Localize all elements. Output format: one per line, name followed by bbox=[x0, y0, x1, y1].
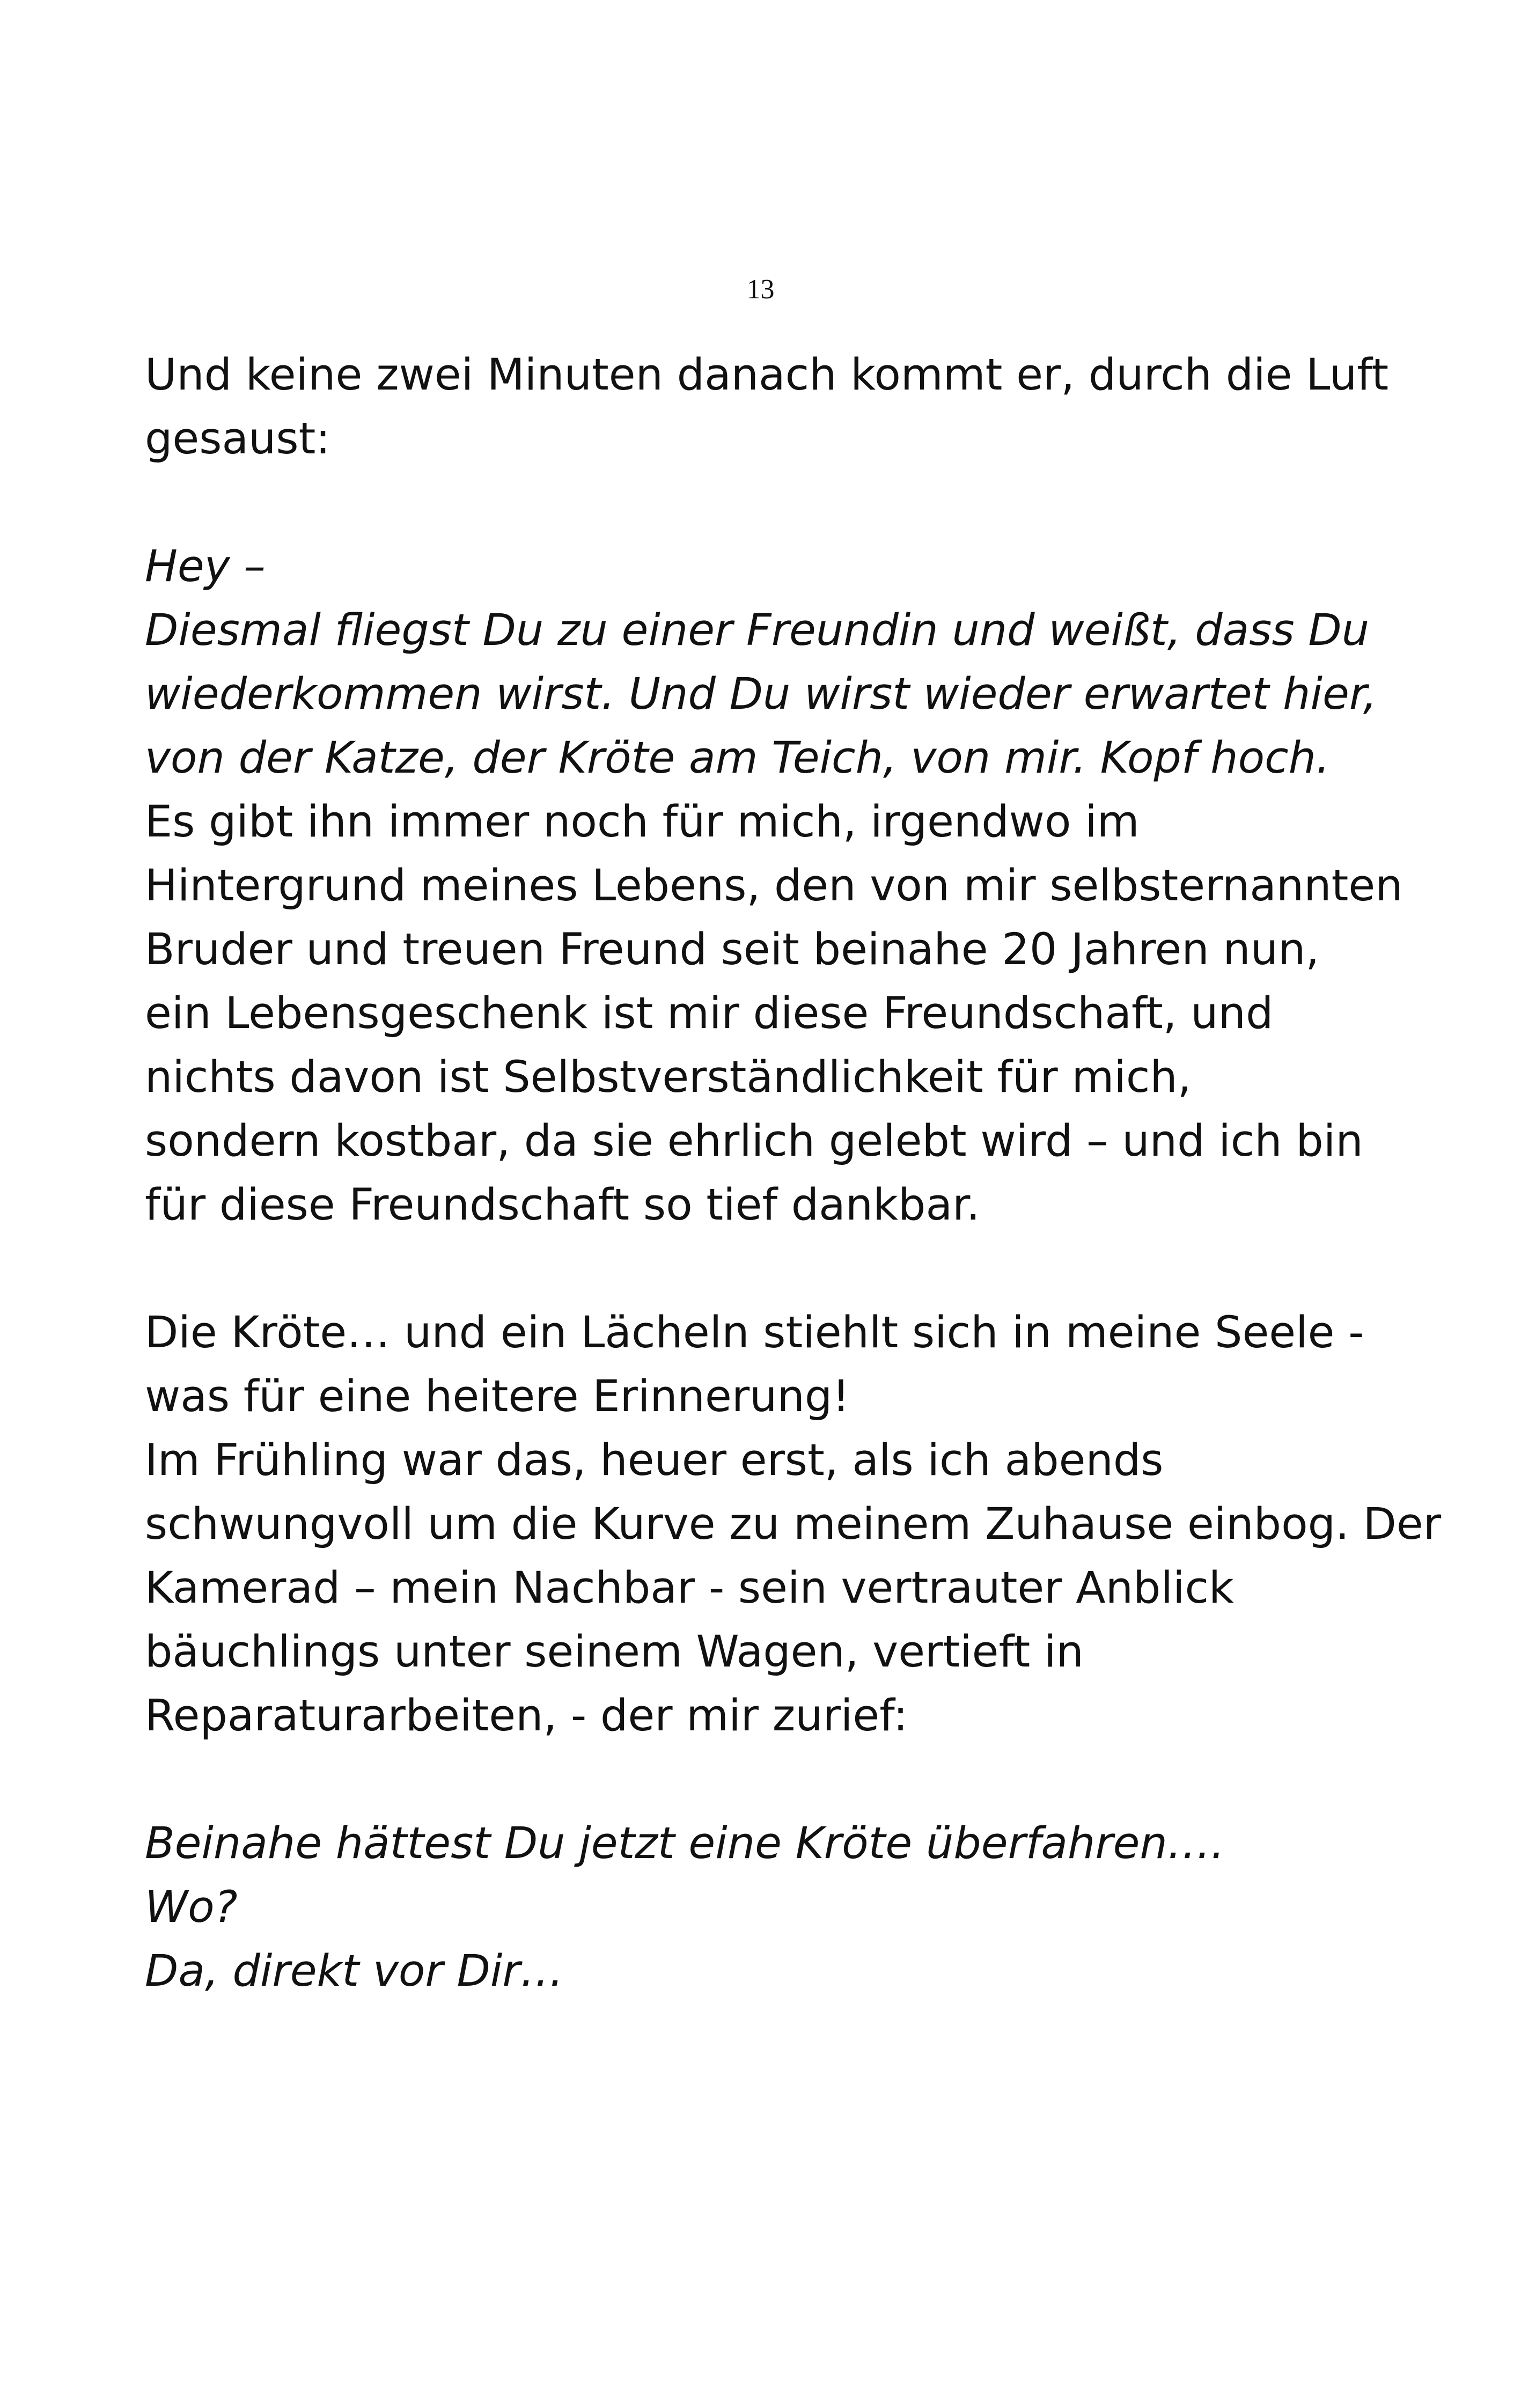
text-line: sondern kostbar, da sie ehrlich gelebt wird – und ich bin bbox=[145, 1116, 1363, 1166]
text-line: nichts davon ist Selbstverständlichkeit für mich, bbox=[145, 1052, 1192, 1103]
body-text bbox=[145, 343, 1442, 2003]
text-line: Wo? bbox=[145, 1882, 238, 1933]
text-line: wiederkommen wirst. Und Du wirst wieder erwartet hier, bbox=[145, 669, 1377, 720]
text-line: Im Frühling war das, heuer erst, als ich abends bbox=[145, 1435, 1164, 1486]
paragraph-gap bbox=[145, 1748, 1395, 1812]
text-line: Hey – bbox=[145, 541, 266, 592]
text-line: von der Katze, der Kröte am Teich, von mir. Kopf hoch. bbox=[145, 733, 1330, 783]
text-line: Es gibt ihn immer noch für mich, irgendwo im bbox=[145, 797, 1140, 847]
text-line: Bruder und treuen Freund seit beinahe 20 Jahren nun, bbox=[145, 924, 1320, 975]
text-line: Hintergrund meines Lebens, den von mir selbsternannten bbox=[145, 861, 1403, 911]
paragraph-gap bbox=[145, 1237, 1395, 1301]
text-line: bäuchlings unter seinem Wagen, vertieft in bbox=[145, 1627, 1084, 1677]
text-line: Beinahe hättest Du jetzt eine Kröte überfahren…. bbox=[145, 1818, 1225, 1869]
text-line: was für eine heitere Erinnerung! bbox=[145, 1371, 850, 1422]
text-line: ein Lebensgeschenk ist mir diese Freundschaft, und bbox=[145, 988, 1274, 1039]
text-line: Die Kröte… und ein Lächeln stiehlt sich in meine Seele - bbox=[145, 1308, 1364, 1358]
text-line: Und keine zwei Minuten danach kommt er, durch die Luft bbox=[145, 350, 1389, 400]
text-line: Reparaturarbeiten, - der mir zurief: bbox=[145, 1691, 908, 1741]
page-number: 13 bbox=[746, 274, 775, 305]
text-line: Kamerad – mein Nachbar - sein vertrauter Anblick bbox=[145, 1563, 1234, 1613]
text-line: für diese Freundschaft so tief dankbar. bbox=[145, 1180, 980, 1230]
text-line: Diesmal fliegst Du zu einer Freundin und weißt, dass Du bbox=[145, 605, 1370, 656]
text-line: schwungvoll um die Kurve zu meinem Zuhause einbog. Der bbox=[145, 1499, 1442, 1550]
text-line: Da, direkt vor Dir… bbox=[145, 1946, 564, 1996]
paragraph-gap bbox=[145, 471, 1395, 535]
text-line: gesaust: bbox=[145, 414, 330, 464]
